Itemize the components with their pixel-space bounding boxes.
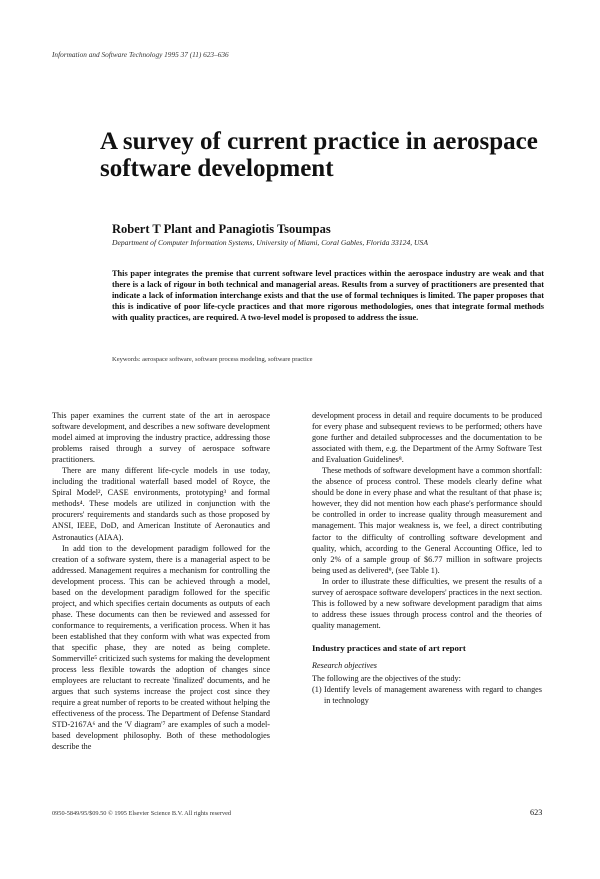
authors: Robert T Plant and Panagiotis Tsoumpas <box>112 222 331 236</box>
right-column <box>312 410 542 706</box>
list-item-number: (1) <box>312 685 322 695</box>
body-paragraph: This paper examines the current state of the art in aerospace software development, and describes a new software development model aimed at improving the industry practice, addressing those problems raised through a survey of aerospace software practitioners. <box>52 411 270 465</box>
left-column <box>52 410 270 752</box>
body-paragraph: There are many different life-cycle models in use today, including the traditional waterfall based model of Royce, the Spiral Model², CASE environments, prototyping³ and formal methods⁴. These models are utilized in conjunction with the procurers' requirements and standards such as those proposed by ANSI, IEEE, DoD, and American Institute of Aeronautics and Astronautics (AIAA). <box>52 466 270 542</box>
running-header: Information and Software Technology 1995 37 (11) 623–636 <box>52 50 229 59</box>
body-paragraph: development process in detail and require documents to be produced for every phase and subsequent reviews to be performed; others have gone further and detailed subprocesses and the documentation to be associated with them, e.g. the Department of the Army Software Test and Evaluation Guidelines⁸. <box>312 411 542 465</box>
section-heading: Industry practices and state of art report <box>312 642 466 653</box>
keywords: Keywords: aerospace software, software process modeling, software practice <box>112 356 313 363</box>
abstract: This paper integrates the premise that current software level practices within the aerospace industry are weak and that there is a lack of rigour in both technical and managerial areas. Results from a survey of practitioners are presented that indicate a lack of information interchange exists and that the use of formal techniques is limited. The paper proposes that this is indicative of poor life-cycle practices and that more rigorous methodologies, ones that integrate formal methods with quality practices, are required. A two-level model is proposed to address the issue. <box>112 269 544 322</box>
page-number: 623 <box>530 808 543 817</box>
copyright-footer: 0950-5849/95/$09.50 © 1995 Elsevier Science B.V. All rights reserved <box>52 810 232 817</box>
list-item-text: Identify levels of management awareness with regard to changes in technology <box>324 685 542 706</box>
paper-title: A survey of current practice in aerospace software development <box>100 128 538 182</box>
subsection-heading: Research objectives <box>312 660 377 670</box>
body-paragraph: In order to illustrate these difficulties, we present the results of a survey of aerospace software developers' practices in the next section. This is followed by a new software development paradigm that aims to address these issues through process control and the theories of quality management. <box>312 576 542 630</box>
body-paragraph: In add tion to the development paradigm followed for the creation of a software system, there is a managerial aspect to be addressed. Management requires a mechanism for controlling the development process. This can be achieved through a model, based on the development paradigm followed for the specific project, and which specifies certain documents as outputs of each phase. These documents can then be reviewed and assessed for conformance to requirements, a verification process. When it has been established that they conform with what was expected from that specific phase, they are noted as being complete. Sommerville⁵ criticized such systems for making the development process less flexible towards the adoption of changes since employees are reluctant to recreate 'finalized' documents, and he argues that such systems increase the project cost since they require a great number of reports to be created without helping the effectiveness of the process. The Department of Defense Standard STD-2167A⁶ and the 'V diagram'⁷ are examples of such a model-based development philosophy. Both of these methodologies describe the <box>52 543 270 752</box>
body-paragraph: These methods of software development have a common shortfall: the absence of process control. These models clearly define what should be done in every phase and what the resultant of that phase is; however, they did not mention how each phase's performance should be controlled in order to increase quality through measurement and management. This major weakness is, we feel, a direct contributing factor to the difficulty of controlling software development and quality, which, according to the General Accounting Office, led to only 2% of a sample group of $6.77 million in software projects being used as delivered⁹, (see Table 1). <box>312 466 542 575</box>
affiliation: Department of Computer Information Systems, University of Miami, Coral Gables, Florida 33124, USA <box>112 238 428 247</box>
list-item <box>312 684 542 706</box>
objectives-intro: The following are the objectives of the study: <box>312 674 461 684</box>
